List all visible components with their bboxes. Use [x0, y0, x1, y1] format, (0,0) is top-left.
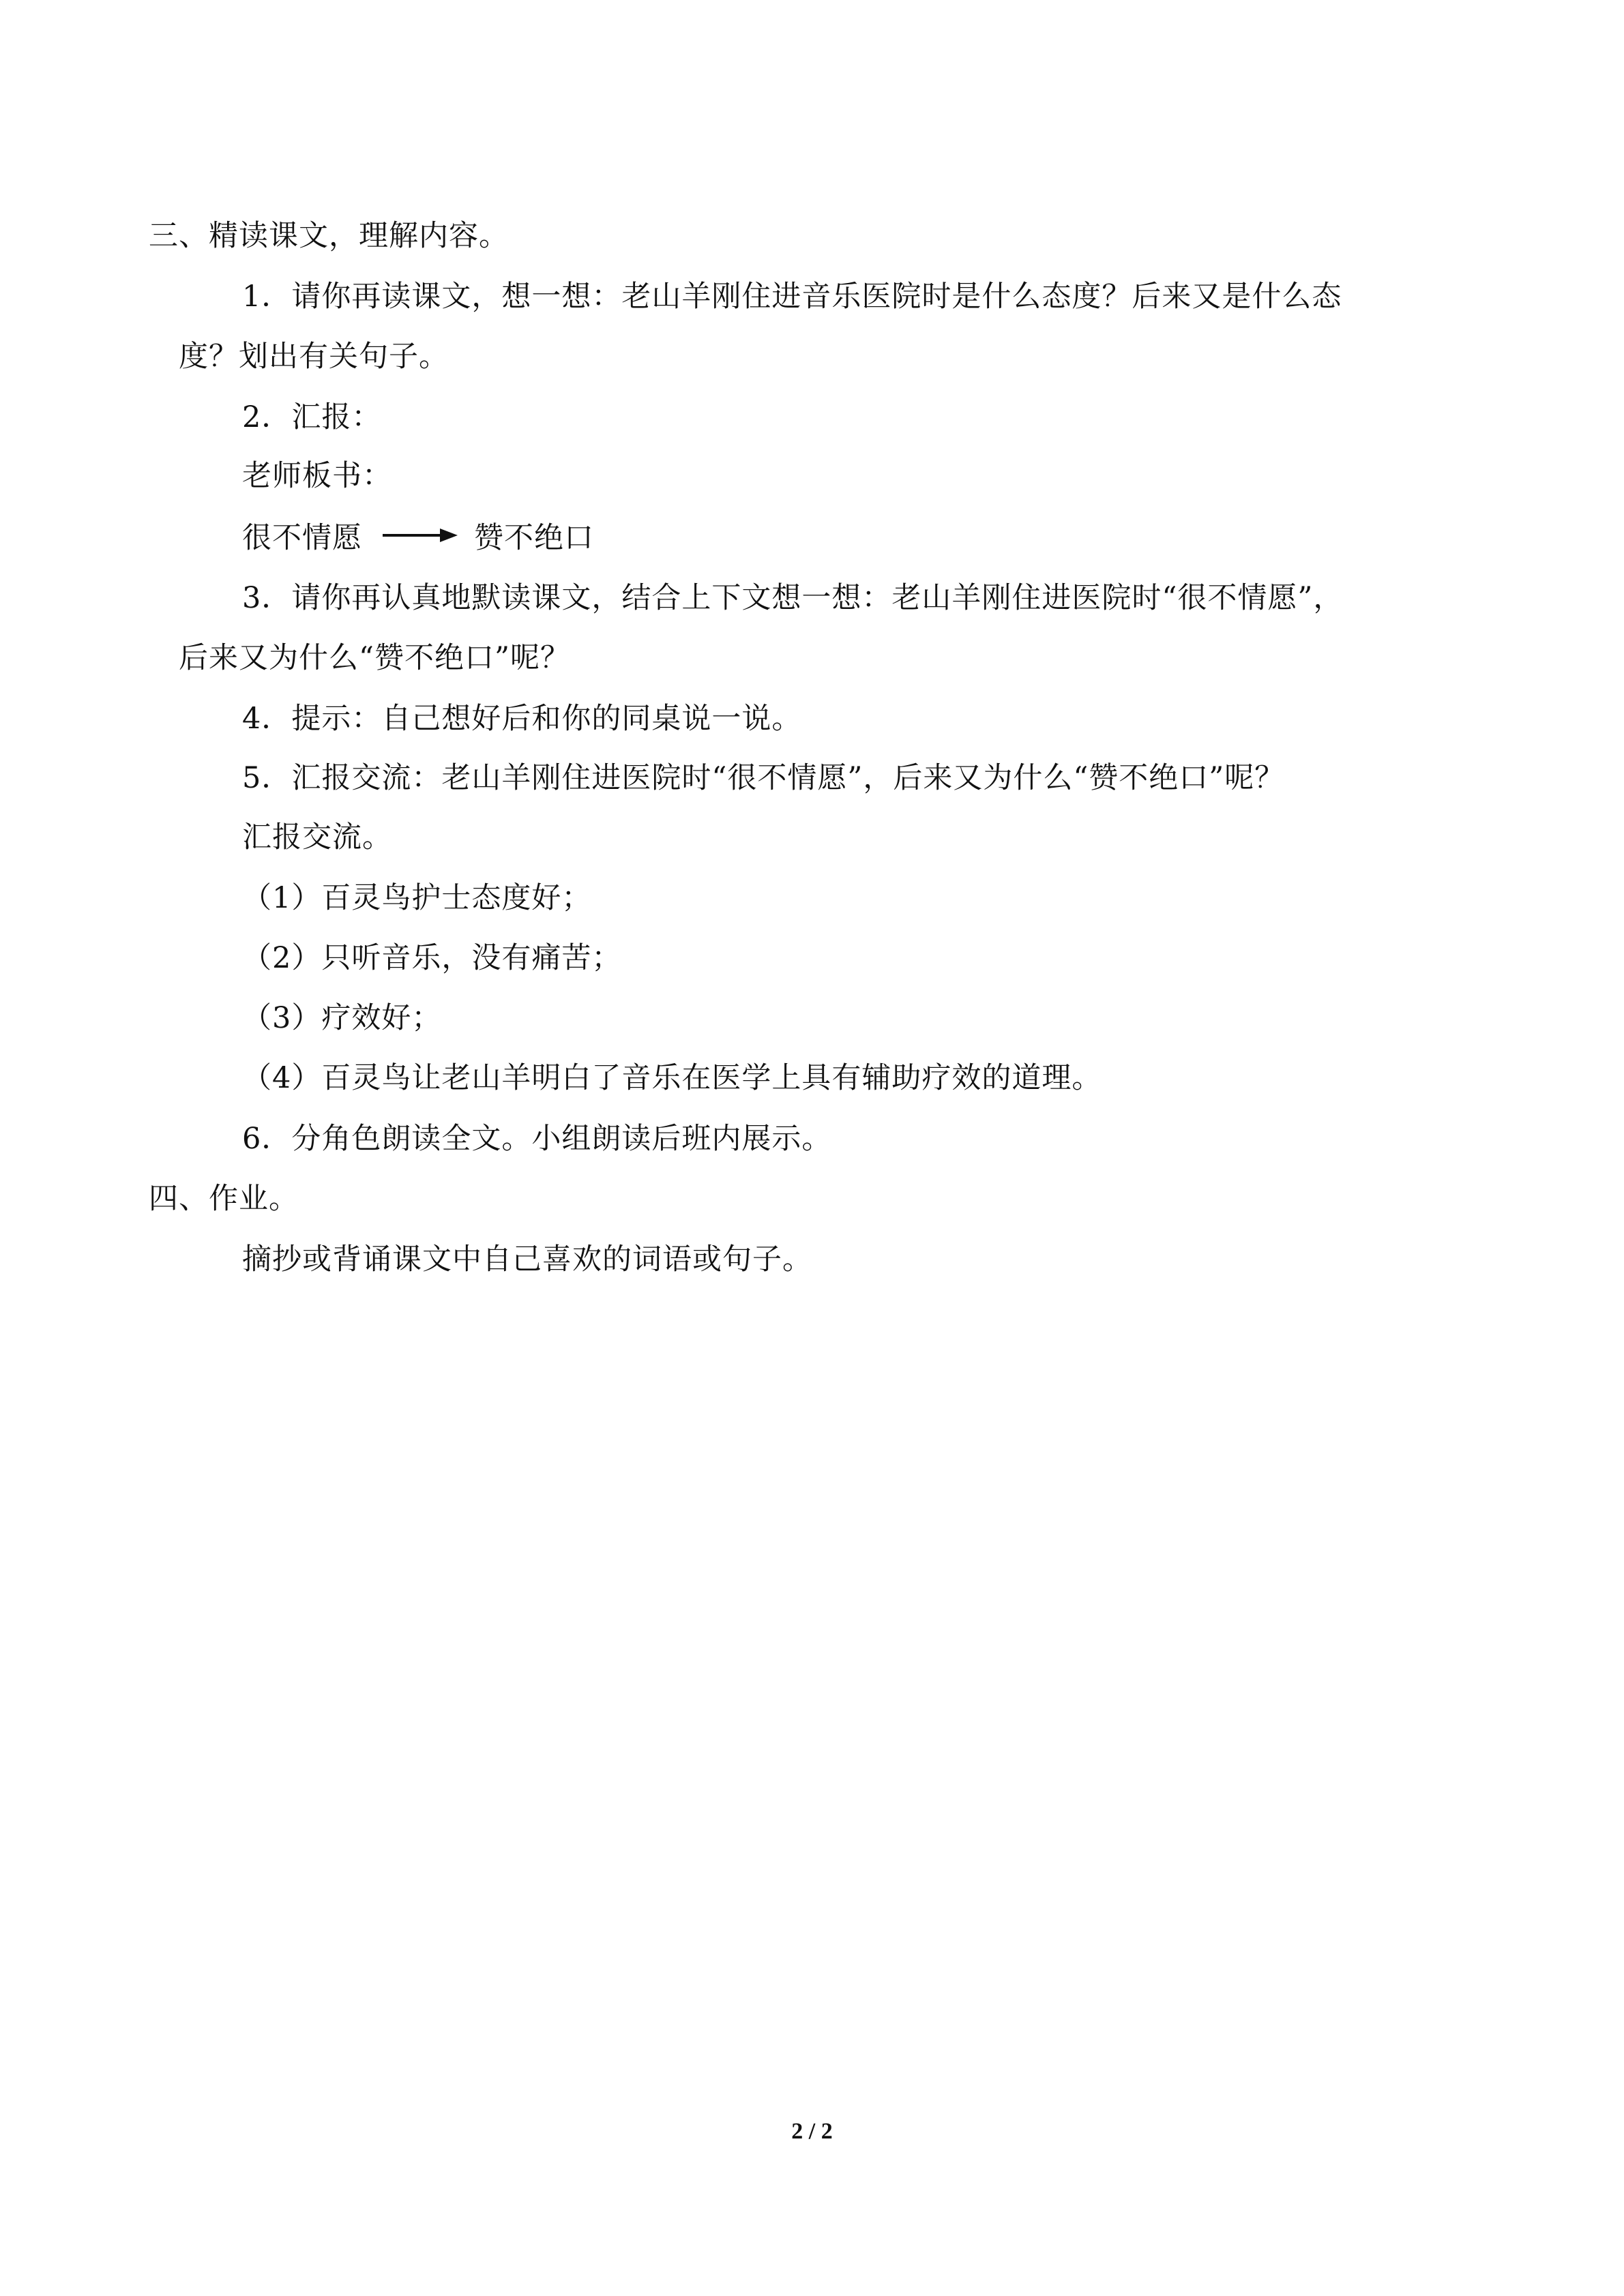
section4-heading: 四、作业。 — [149, 1182, 299, 1216]
board-from: 很不情愿 — [242, 520, 362, 555]
point-1: （1）百灵鸟护士态度好； — [242, 881, 592, 915]
item1-line2: 度？划出有关句子。 — [179, 340, 449, 374]
board-diagram — [242, 515, 594, 556]
board-label: 老师板书： — [242, 459, 392, 493]
board-to: 赞不绝口 — [474, 520, 594, 555]
arrow-right-icon — [383, 525, 458, 546]
section3-heading: 三、精读课文，理解内容。 — [149, 219, 509, 253]
item2: 2．汇报： — [242, 400, 382, 434]
point-3: （3）疗效好； — [242, 1001, 442, 1035]
item3-line1: 3．请你再认真地默读课文，结合上下文想一想：老山羊刚住进医院时“很不情愿”， — [242, 581, 1344, 615]
item6: 6．分角色朗读全文。小组朗读后班内展示。 — [242, 1122, 832, 1156]
item5-sub: 汇报交流。 — [242, 820, 392, 854]
item4: 4．提示：自己想好后和你的同桌说一说。 — [242, 702, 802, 736]
page-number: 2 / 2 — [791, 2119, 833, 2144]
item3-line2: 后来又为什么“赞不绝口”呢？ — [179, 641, 570, 675]
point-4: （4）百灵鸟让老山羊明白了音乐在医学上具有辅助疗效的道理。 — [242, 1061, 1102, 1095]
section4-task: 摘抄或背诵课文中自己喜欢的词语或句子。 — [242, 1242, 812, 1277]
point-2: （2）只听音乐，没有痛苦； — [242, 941, 622, 975]
item5: 5．汇报交流：老山羊刚住进医院时“很不情愿”，后来又为什么“赞不绝口”呢？ — [242, 761, 1285, 795]
item1-line1: 1．请你再读课文，想一想：老山羊刚住进音乐医院时是什么态度？后来又是什么态 — [242, 280, 1342, 314]
